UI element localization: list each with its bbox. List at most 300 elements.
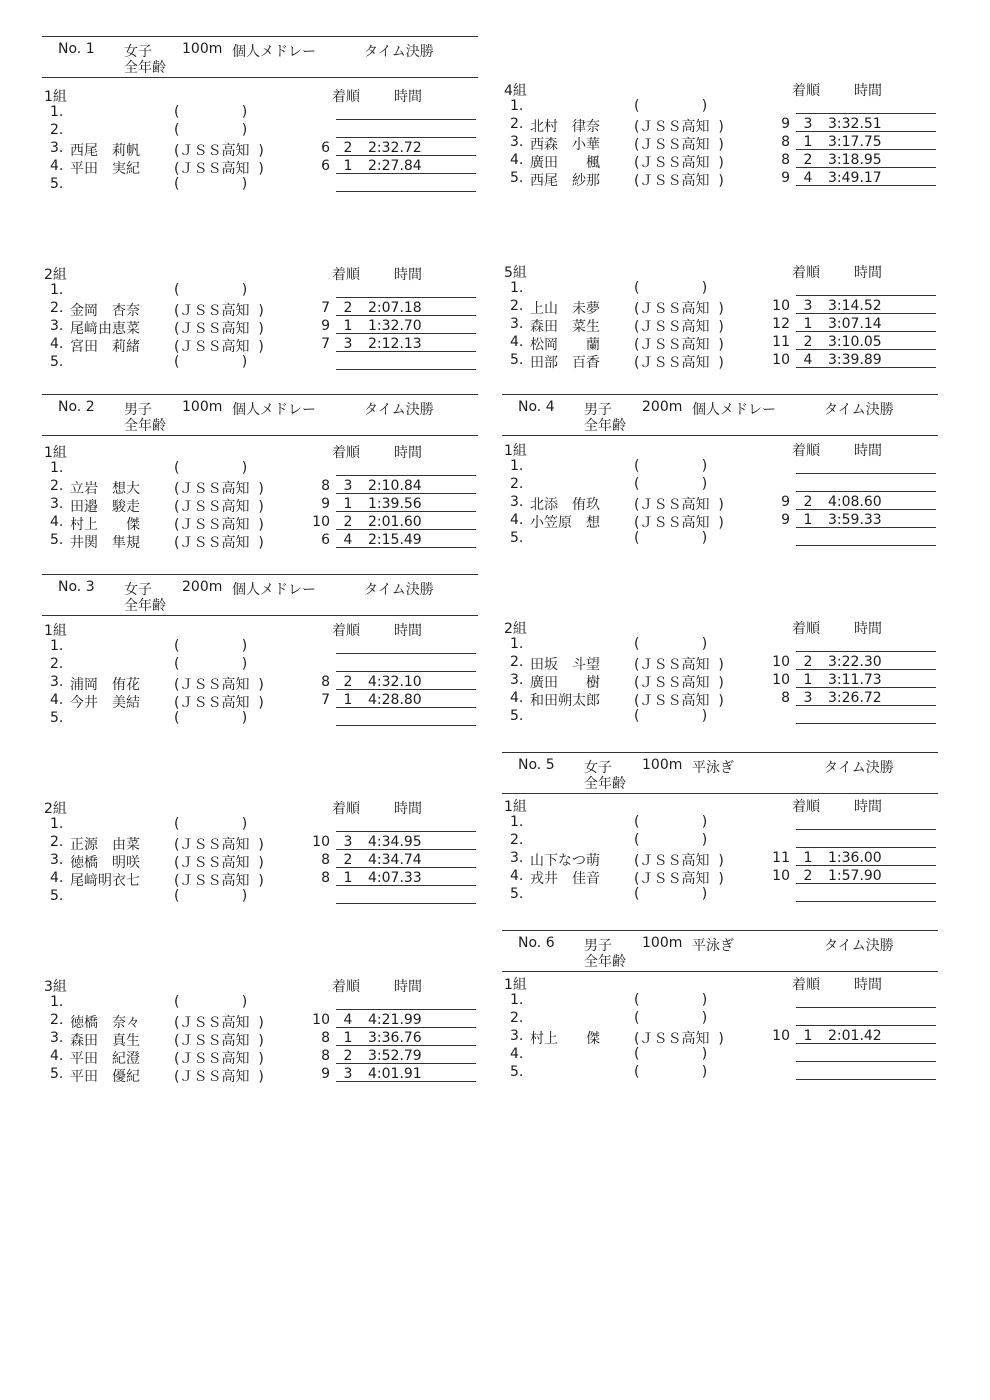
time-underline <box>336 297 476 298</box>
time-underline <box>796 367 936 368</box>
event-stroke: 個人メドレー <box>692 402 776 418</box>
lane-number: 3. <box>50 852 64 868</box>
grade: 8 <box>321 870 330 886</box>
place: 2 <box>343 514 353 530</box>
result-row <box>502 170 942 188</box>
lane-number: 4. <box>50 1048 64 1064</box>
event-divider <box>42 77 478 78</box>
heat-label: 3組 <box>44 979 67 995</box>
time: 4:08.60 <box>828 494 882 510</box>
grade: 6 <box>321 158 330 174</box>
club-name: (ＪＳＳ高知 ) <box>634 675 724 691</box>
swimmer-name: 北村 律奈 <box>530 119 600 135</box>
time-underline <box>336 885 476 886</box>
result-row <box>42 336 482 354</box>
club-name: (ＪＳＳ高知 ) <box>174 855 264 871</box>
event-type: タイム決勝 <box>824 760 894 776</box>
place: 4 <box>343 532 353 548</box>
club-name: (ＪＳＳ高知 ) <box>634 337 724 353</box>
place: 2 <box>803 334 813 350</box>
event-type: タイム決勝 <box>824 402 894 418</box>
club-name: (ＪＳＳ高知 ) <box>634 871 724 887</box>
time: 2:15.49 <box>368 532 422 548</box>
heat-label: 1組 <box>504 799 527 815</box>
event-gender: 男子 <box>124 402 152 418</box>
time: 1:57.90 <box>828 868 882 884</box>
heat-block <box>502 796 942 914</box>
place: 2 <box>343 300 353 316</box>
heat-label: 2組 <box>44 801 67 817</box>
result-row <box>502 708 942 726</box>
swimmer-name: 今井 美結 <box>70 695 140 711</box>
club-name: ( ) <box>634 992 708 1008</box>
time: 1:32.70 <box>368 318 422 334</box>
swimmer-name: 上山 未夢 <box>530 301 600 317</box>
lane-number: 4. <box>510 690 524 706</box>
result-row <box>42 692 482 710</box>
swimmer-name: 村上 傑 <box>70 517 140 533</box>
time-underline <box>796 651 936 652</box>
club-name: (ＪＳＳ高知 ) <box>634 1031 724 1047</box>
result-row <box>502 298 942 316</box>
club-name: (ＪＳＳ高知 ) <box>634 497 724 513</box>
time-underline <box>796 705 936 706</box>
lane-number: 2. <box>50 122 64 138</box>
lane-number: 1. <box>50 816 64 832</box>
event-gender: 男子 <box>584 938 612 954</box>
club-name: (ＪＳＳ高知 ) <box>174 1015 264 1031</box>
heat-label: 5組 <box>504 265 527 281</box>
time: 2:27.84 <box>368 158 422 174</box>
time-underline <box>336 1063 476 1064</box>
grade: 7 <box>321 692 330 708</box>
time-underline <box>336 707 476 708</box>
place: 1 <box>803 512 813 528</box>
lane-number: 2. <box>510 1010 524 1026</box>
time: 4:21.99 <box>368 1012 422 1028</box>
column-header-place: 着順 <box>792 443 820 459</box>
result-row <box>42 1030 482 1048</box>
time-underline <box>336 119 476 120</box>
heat-block <box>42 798 482 916</box>
column-header-time: 時間 <box>394 801 422 817</box>
result-row <box>502 334 942 352</box>
event-distance: 100m <box>182 399 223 415</box>
club-name: (ＪＳＳ高知 ) <box>174 1069 264 1085</box>
club-name: (ＪＳＳ高知 ) <box>634 319 724 335</box>
result-row <box>502 476 942 494</box>
result-row <box>502 352 942 370</box>
grade: 8 <box>781 152 790 168</box>
grade: 8 <box>781 690 790 706</box>
swimmer-name: 小笠原 想 <box>530 515 600 531</box>
grade: 8 <box>321 1030 330 1046</box>
result-row <box>42 158 482 176</box>
result-row <box>502 636 942 654</box>
column-header-place: 着順 <box>332 89 360 105</box>
heat-label: 4組 <box>504 83 527 99</box>
time-underline <box>336 191 476 192</box>
event-age: 全年齢 <box>584 418 626 434</box>
time-underline <box>336 511 476 512</box>
swimmer-name: 田部 百香 <box>530 355 600 371</box>
lane-number: 1. <box>50 282 64 298</box>
column-header-place: 着順 <box>792 621 820 637</box>
heat-block <box>42 264 482 382</box>
event-distance: 100m <box>642 757 683 773</box>
time-underline <box>336 903 476 904</box>
result-row <box>502 1046 942 1064</box>
time-underline <box>796 1061 936 1062</box>
time-underline <box>796 883 936 884</box>
result-row <box>502 868 942 886</box>
club-name: ( ) <box>634 636 708 652</box>
club-name: ( ) <box>174 122 248 138</box>
heat-block <box>42 620 482 738</box>
event-stroke: 個人メドレー <box>232 582 316 598</box>
result-row <box>42 140 482 158</box>
swimmer-name: 徳橋 明咲 <box>70 855 140 871</box>
swimmer-name: 森田 菜生 <box>530 319 600 335</box>
result-row <box>42 478 482 496</box>
club-name: (ＪＳＳ高知 ) <box>634 693 724 709</box>
grade: 10 <box>312 834 330 850</box>
event-stroke: 個人メドレー <box>232 402 316 418</box>
time-underline <box>796 491 936 492</box>
time: 3:11.73 <box>828 672 882 688</box>
club-name: (ＪＳＳ高知 ) <box>634 119 724 135</box>
event-number: No. 4 <box>518 399 555 415</box>
result-row <box>502 1064 942 1082</box>
place: 1 <box>343 692 353 708</box>
time-underline <box>336 725 476 726</box>
column-header-time: 時間 <box>854 443 882 459</box>
club-name: (ＪＳＳ高知 ) <box>174 677 264 693</box>
result-row <box>42 532 482 550</box>
swimmer-name: 浦岡 侑花 <box>70 677 140 693</box>
column-header-place: 着順 <box>792 83 820 99</box>
lane-number: 2. <box>50 300 64 316</box>
lane-number: 1. <box>510 280 524 296</box>
grade: 10 <box>772 298 790 314</box>
swimmer-name: 戎井 佳音 <box>530 871 600 887</box>
time-underline <box>336 867 476 868</box>
grade: 9 <box>781 170 790 186</box>
time-underline <box>796 113 936 114</box>
club-name: ( ) <box>174 354 248 370</box>
time-underline <box>336 1027 476 1028</box>
result-row <box>42 1048 482 1066</box>
grade: 7 <box>321 300 330 316</box>
result-row <box>42 122 482 140</box>
grade: 9 <box>781 116 790 132</box>
place: 1 <box>343 870 353 886</box>
time: 2:32.72 <box>368 140 422 156</box>
place: 1 <box>803 672 813 688</box>
event-age: 全年齢 <box>124 60 166 76</box>
lane-number: 2. <box>510 116 524 132</box>
column-header-time: 時間 <box>854 977 882 993</box>
column-header-place: 着順 <box>792 265 820 281</box>
club-name: (ＪＳＳ高知 ) <box>174 1033 264 1049</box>
grade: 9 <box>321 496 330 512</box>
heat-block <box>42 442 482 560</box>
grade: 9 <box>321 318 330 334</box>
result-row <box>42 816 482 834</box>
grade: 10 <box>312 1012 330 1028</box>
result-row <box>42 852 482 870</box>
place: 3 <box>803 690 813 706</box>
club-name: ( ) <box>174 710 248 726</box>
club-name: (ＪＳＳ高知 ) <box>634 515 724 531</box>
swimmer-name: 村上 傑 <box>530 1031 600 1047</box>
place: 2 <box>803 152 813 168</box>
lane-number: 3. <box>510 134 524 150</box>
lane-number: 1. <box>510 458 524 474</box>
club-name: (ＪＳＳ高知 ) <box>634 155 724 171</box>
grade: 8 <box>321 852 330 868</box>
club-name: ( ) <box>634 476 708 492</box>
event-age: 全年齢 <box>584 776 626 792</box>
place: 1 <box>343 318 353 334</box>
grade: 12 <box>772 316 790 332</box>
event-type: タイム決勝 <box>824 938 894 954</box>
lane-number: 5. <box>510 708 524 724</box>
club-name: ( ) <box>174 282 248 298</box>
place: 3 <box>343 336 353 352</box>
swimmer-name: 西森 小華 <box>530 137 600 153</box>
place: 3 <box>803 116 813 132</box>
lane-number: 3. <box>50 318 64 334</box>
event-type: タイム決勝 <box>364 402 434 418</box>
swimmer-name: 徳橋 奈々 <box>70 1015 140 1031</box>
time-underline <box>796 723 936 724</box>
time-underline <box>336 333 476 334</box>
place: 3 <box>803 298 813 314</box>
event-divider <box>502 793 938 794</box>
result-row <box>42 1066 482 1084</box>
place: 1 <box>343 496 353 512</box>
club-name: (ＪＳＳ高知 ) <box>174 535 264 551</box>
lane-number: 2. <box>510 832 524 848</box>
time-underline <box>796 687 936 688</box>
result-row <box>502 116 942 134</box>
result-row <box>502 992 942 1010</box>
swimmer-name: 平田 優紀 <box>70 1069 140 1085</box>
swimmer-name: 北添 侑玖 <box>530 497 600 513</box>
lane-number: 3. <box>50 140 64 156</box>
time: 4:28.80 <box>368 692 422 708</box>
time-underline <box>796 527 936 528</box>
time-underline <box>336 173 476 174</box>
column-header-place: 着順 <box>332 623 360 639</box>
grade: 10 <box>772 352 790 368</box>
event-type: タイム決勝 <box>364 582 434 598</box>
club-name: ( ) <box>174 888 248 904</box>
time: 3:18.95 <box>828 152 882 168</box>
event-gender: 女子 <box>584 760 612 776</box>
lane-number: 4. <box>510 512 524 528</box>
heat-block <box>502 80 942 198</box>
club-name: (ＪＳＳ高知 ) <box>174 499 264 515</box>
club-name: (ＪＳＳ高知 ) <box>174 339 264 355</box>
place: 4 <box>803 170 813 186</box>
time: 4:32.10 <box>368 674 422 690</box>
time: 2:01.60 <box>368 514 422 530</box>
time: 3:52.79 <box>368 1048 422 1064</box>
time: 1:39.56 <box>368 496 422 512</box>
column-header-time: 時間 <box>394 623 422 639</box>
event-number: No. 1 <box>58 41 95 57</box>
event-divider <box>502 435 938 436</box>
result-row <box>502 654 942 672</box>
lane-number: 1. <box>510 814 524 830</box>
swimmer-name: 西尾 紗那 <box>530 173 600 189</box>
grade: 10 <box>772 1028 790 1044</box>
club-name: (ＪＳＳ高知 ) <box>174 837 264 853</box>
result-row <box>502 316 942 334</box>
heat-label: 2組 <box>44 267 67 283</box>
club-name: ( ) <box>634 708 708 724</box>
grade: 10 <box>772 654 790 670</box>
place: 3 <box>343 478 353 494</box>
time-underline <box>336 1045 476 1046</box>
result-row <box>502 98 942 116</box>
result-row <box>42 888 482 906</box>
time-underline <box>796 349 936 350</box>
time-underline <box>336 547 476 548</box>
lane-number: 1. <box>510 636 524 652</box>
heat-block <box>502 974 942 1092</box>
lane-number: 5. <box>510 530 524 546</box>
place: 2 <box>803 494 813 510</box>
club-name: ( ) <box>634 832 708 848</box>
lane-number: 4. <box>50 336 64 352</box>
result-row <box>502 134 942 152</box>
place: 2 <box>803 654 813 670</box>
club-name: (ＪＳＳ高知 ) <box>174 321 264 337</box>
column-header-place: 着順 <box>332 445 360 461</box>
club-name: ( ) <box>634 280 708 296</box>
result-row <box>502 850 942 868</box>
place: 3 <box>343 834 353 850</box>
event-stroke: 平泳ぎ <box>692 760 734 776</box>
club-name: ( ) <box>174 994 248 1010</box>
time: 4:34.95 <box>368 834 422 850</box>
result-row <box>502 814 942 832</box>
lane-number: 1. <box>510 992 524 1008</box>
lane-number: 4. <box>510 868 524 884</box>
place: 2 <box>343 674 353 690</box>
lane-number: 5. <box>50 354 64 370</box>
lane-number: 1. <box>50 994 64 1010</box>
column-header-time: 時間 <box>854 799 882 815</box>
event-age: 全年齢 <box>124 598 166 614</box>
time-underline <box>336 315 476 316</box>
place: 1 <box>343 158 353 174</box>
result-row <box>502 458 942 476</box>
result-row <box>502 512 942 530</box>
place: 4 <box>803 352 813 368</box>
heat-label: 1組 <box>44 89 67 105</box>
event-divider <box>502 971 938 972</box>
time-underline <box>336 689 476 690</box>
swimmer-name: 廣田 楓 <box>530 155 600 171</box>
event-distance: 200m <box>642 399 683 415</box>
event-gender: 女子 <box>124 44 152 60</box>
time: 3:36.76 <box>368 1030 422 1046</box>
time: 3:14.52 <box>828 298 882 314</box>
swimmer-name: 井関 隼規 <box>70 535 140 551</box>
place: 2 <box>343 140 353 156</box>
heat-block <box>42 86 482 204</box>
heat-block <box>42 976 482 1094</box>
lane-number: 2. <box>50 834 64 850</box>
time: 3:07.14 <box>828 316 882 332</box>
club-name: ( ) <box>634 1010 708 1026</box>
time-underline <box>336 369 476 370</box>
time: 3:32.51 <box>828 116 882 132</box>
place: 2 <box>803 868 813 884</box>
swimmer-name: 立岩 想大 <box>70 481 140 497</box>
column-header-time: 時間 <box>394 89 422 105</box>
swimmer-name: 金岡 杏奈 <box>70 303 140 319</box>
time-underline <box>796 185 936 186</box>
result-row <box>42 104 482 122</box>
lane-number: 4. <box>50 692 64 708</box>
grade: 10 <box>312 514 330 530</box>
time-underline <box>796 509 936 510</box>
place: 2 <box>343 852 353 868</box>
lane-number: 4. <box>510 334 524 350</box>
lane-number: 4. <box>510 152 524 168</box>
column-header-place: 着順 <box>332 801 360 817</box>
club-name: ( ) <box>634 530 708 546</box>
time-underline <box>336 351 476 352</box>
column-header-place: 着順 <box>332 979 360 995</box>
club-name: ( ) <box>634 886 708 902</box>
result-row <box>42 834 482 852</box>
column-header-place: 着順 <box>792 799 820 815</box>
result-row <box>502 886 942 904</box>
lane-number: 1. <box>510 98 524 114</box>
place: 1 <box>803 1028 813 1044</box>
time-underline <box>796 1043 936 1044</box>
lane-number: 2. <box>510 298 524 314</box>
result-row <box>502 1028 942 1046</box>
event-divider <box>42 435 478 436</box>
swimmer-name: 西尾 莉帆 <box>70 143 140 159</box>
swimmer-name: 尾﨑由恵菜 <box>70 321 140 337</box>
result-row <box>502 530 942 548</box>
time-underline <box>796 1079 936 1080</box>
result-row <box>502 672 942 690</box>
lane-number: 2. <box>50 656 64 672</box>
grade: 10 <box>772 868 790 884</box>
lane-number: 5. <box>50 888 64 904</box>
swimmer-name: 山下なつ萌 <box>530 853 600 869</box>
lane-number: 3. <box>50 1030 64 1046</box>
lane-number: 3. <box>510 850 524 866</box>
time-underline <box>336 137 476 138</box>
lane-number: 1. <box>50 460 64 476</box>
column-header-time: 時間 <box>854 621 882 637</box>
lane-number: 5. <box>50 532 64 548</box>
grade: 8 <box>321 1048 330 1064</box>
result-row <box>42 994 482 1012</box>
time: 3:17.75 <box>828 134 882 150</box>
result-row <box>42 176 482 194</box>
